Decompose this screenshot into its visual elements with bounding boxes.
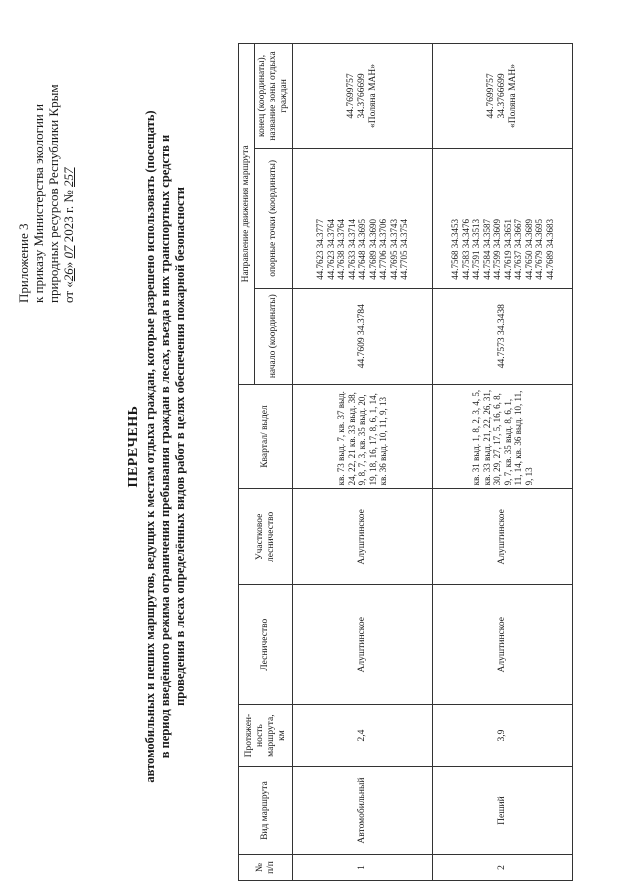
row-end: 44.7699757 34.3766699 «Поляна МАН»	[433, 44, 573, 149]
header-block: Квартал/ выдел	[239, 384, 293, 489]
row-type: Автомобильный	[293, 767, 433, 855]
header-num: № п/п	[239, 855, 293, 881]
title-line-3: проведения в лесах определённых видов работ в целях обеспечения пожарной безопасности	[173, 187, 187, 706]
row-end: 44.7699757 34.3766699 «Поляна МАН»	[293, 44, 433, 149]
row-block: кв. 73 выд. 7, кв. 37 выд. 24, 22, 21 кв. 33 выд. 38, 9, 8, 7, 3, кв. 35 выд. 20, 19, 18, 16, 17, 8, 6, 1, 14, кв. 36 выд. 10, 11, 9, 13	[293, 384, 433, 489]
row-block: кв. 31 выд. 1, 8, 2, 3, 4, 5, кв. 33 выд. 21, 22, 26, 31, 30, 29, 27, 17, 5, 16, 6, 8, 9, 7, кв. 35 выд. 8, 6, 1, 11, 14, кв. 36 выд. 10, 11, 9, 13	[433, 384, 573, 489]
header-district: Участковое лесничество	[239, 489, 293, 585]
row-num: 1	[293, 855, 433, 881]
order-month: 07	[61, 245, 76, 259]
row-type: Пеший	[433, 767, 573, 855]
document-title	[126, 10, 188, 883]
header-direction: Направление движения маршрута	[239, 44, 255, 385]
header-points: опорные точки (координаты)	[255, 148, 293, 288]
table-row	[433, 44, 573, 881]
row-points: 44.7568 34.3453 44.7583 34.3476 44.7591 34.3513 44.7584 34.3587 44.7599 34.3609 44.7619 34.3651 44.7637 34.3667 44.7650 34.3689 44.7679 34.3695 44.7689 34.3683	[433, 148, 573, 288]
row-forestry: Алуштинское	[293, 585, 433, 705]
title-main: ПЕРЕЧЕНЬ	[126, 405, 141, 488]
header-type: Вид маршрута	[239, 767, 293, 855]
row-length: 2,4	[293, 705, 433, 767]
date-line: от «26» 07 2023 г. № 257	[61, 167, 76, 303]
row-start: 44.7573 34.3438	[433, 288, 573, 384]
table-row	[293, 44, 433, 881]
header-forestry: Лесничество	[239, 585, 293, 705]
order-number: 257	[61, 167, 76, 187]
header-start: начало (координаты)	[255, 288, 293, 384]
approval-block	[16, 13, 76, 303]
row-forestry: Алуштинское	[433, 585, 573, 705]
row-num: 2	[433, 855, 573, 881]
appendix-label: Приложение 3	[16, 223, 31, 303]
ministry-line: природных ресурсов Республики Крым	[46, 84, 61, 303]
header-length: Протяжен-ность маршрута, км	[239, 705, 293, 767]
row-district: Алуштинское	[433, 489, 573, 585]
title-line-2: в период введённого режима ограничения пребывания граждан в лесах, въезда в них транспортных средств и	[158, 134, 172, 759]
order-line: к приказу Министерства экологии и	[31, 103, 46, 303]
header-end: конец (координаты), название зоны отдыха граждан	[255, 44, 293, 149]
row-points: 44.7623 34.3777 44.7623 34.3764 44.7638 34.3764 44.7633 34.3714 44.7648 34.3695 44.7689 34.3690 44.7706 34.3706 44.7695 34.3743 44.7705 34.3754	[293, 148, 433, 288]
order-day: 26	[61, 268, 76, 282]
row-length: 3,9	[433, 705, 573, 767]
title-line-1: автомобильных и пеших маршрутов, ведущих к местам отдыха граждан, которые разрешено использовать (посещать)	[143, 110, 157, 783]
row-district: Алуштинское	[293, 489, 433, 585]
routes-table	[238, 43, 573, 881]
row-start: 44.7609 34.3784	[293, 288, 433, 384]
